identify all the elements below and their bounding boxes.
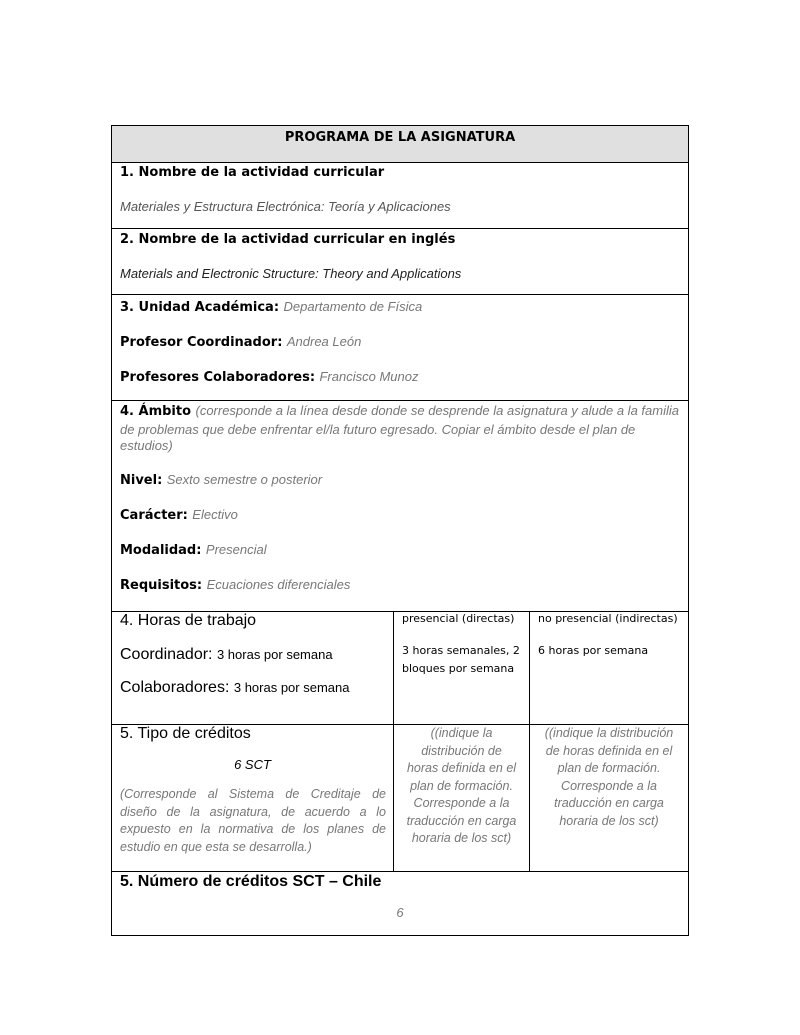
section-english-name-label: 2. Nombre de la actividad curricular en inglés — [120, 232, 456, 247]
section-english-name-value: Materials and Electronic Structure: Theory and Applications — [120, 266, 462, 281]
horas-coordinador-value: 3 horas por semana — [216, 647, 333, 662]
tipo-col3-line: traducción en carga — [554, 796, 664, 810]
tipo-note-line: (Corresponde al Sistema de Creditaje de — [120, 787, 386, 801]
horas-coordinador-line — [120, 646, 333, 664]
tipo-col2 — [393, 725, 529, 871]
section-name-label: 1. Nombre de la actividad curricular — [120, 165, 385, 180]
horas-title: 4. Horas de trabajo — [120, 612, 257, 629]
caracter-value: Electivo — [192, 507, 238, 522]
tipo-note-line: diseño de la asignatura, de acuerdo a lo — [120, 804, 386, 819]
nopresencial-cell — [529, 612, 688, 724]
caracter-label: Carácter: — [120, 508, 188, 523]
tipo-col2-line: horaria de los sct) — [411, 831, 512, 845]
horas-colaboradores-line — [120, 679, 349, 697]
ambito-label: 4. Ámbito — [120, 404, 192, 419]
page-title: PROGRAMA DE LA ASIGNATURA — [284, 130, 516, 145]
section-english-name — [112, 229, 688, 295]
ambito-desc-2: de problemas que debe enfrentar el/la futuro egresado. Copiar el ámbito desde el plan de — [120, 422, 636, 437]
section-horas — [112, 612, 688, 725]
coordinador-label: Profesor Coordinador: — [120, 335, 283, 350]
tipo-note — [120, 786, 386, 856]
modalidad-line — [120, 541, 267, 559]
numero-title: 5. Número de créditos SCT – Chile — [120, 873, 382, 890]
tipo-col2-line: traducción en carga — [406, 813, 517, 828]
nivel-label: Nivel: — [120, 473, 163, 488]
requisitos-label: Requisitos: — [120, 578, 203, 593]
colaboradores-line — [120, 368, 418, 386]
horas-colaboradores-value: 3 horas por semana — [233, 680, 350, 695]
tipo-note-line: expuesto en la normativa de los planes de — [120, 822, 386, 836]
tipo-col3-line: plan de formación. — [557, 761, 661, 775]
tipo-value: 6 SCT — [234, 757, 271, 772]
colaboradores-value: Francisco Munoz — [319, 369, 419, 384]
tipo-col2-line: distribución de — [421, 743, 502, 758]
requisitos-line — [120, 576, 350, 594]
section-tipo-creditos — [112, 725, 688, 872]
presencial-cell — [393, 612, 529, 724]
tipo-col2-line: horas definida en el — [406, 761, 517, 775]
ambito-desc-1: (corresponde a la línea desde donde se desprende la asignatura y alude a la familia — [195, 403, 679, 418]
colaboradores-label: Profesores Colaboradores: — [120, 370, 316, 385]
tipo-col3-line: de horas definida en el — [545, 743, 673, 758]
tipo-col2-line: plan de formación. — [410, 778, 513, 793]
section-unidad — [112, 295, 688, 401]
tipo-col3 — [529, 725, 688, 871]
presencial-value-1: 3 horas semanales, 2 — [402, 644, 520, 657]
unidad-label: 3. Unidad Académica: — [120, 300, 280, 315]
nivel-value: Sexto semestre o posterior — [166, 472, 323, 487]
tipo-col3-line: ((indique la distribución — [544, 726, 674, 740]
modalidad-value: Presencial — [205, 542, 267, 557]
coordinador-value: Andrea León — [286, 334, 362, 349]
numero-value: 6 — [396, 905, 404, 920]
horas-colaboradores-label: Colaboradores: — [120, 679, 230, 696]
section-name — [112, 162, 688, 229]
nopresencial-header: no presencial (indirectas) — [538, 612, 678, 625]
presencial-value-2: bloques por semana — [402, 662, 515, 675]
section-ambito — [112, 401, 688, 612]
section-numero-creditos — [112, 872, 688, 935]
tipo-col2-line: Corresponde a la — [413, 796, 510, 810]
nivel-line — [120, 471, 322, 489]
section-name-value: Materiales y Estructura Electrónica: Teoría y Aplicaciones — [120, 199, 451, 214]
tipo-title: 5. Tipo de créditos — [120, 725, 251, 742]
horas-coordinador-label: Coordinador: — [120, 646, 213, 663]
ambito-line-1 — [120, 402, 679, 420]
ambito-desc-3: estudios) — [120, 438, 173, 453]
caracter-line — [120, 506, 238, 524]
presencial-header: presencial (directas) — [402, 612, 515, 625]
requisitos-value: Ecuaciones diferenciales — [206, 577, 351, 592]
table-header — [112, 126, 688, 163]
tipo-col3-line: Corresponde a la — [561, 778, 657, 793]
unidad-value: Departamento de Física — [283, 299, 423, 314]
tipo-col2-line: ((indique la — [430, 726, 493, 740]
modalidad-label: Modalidad: — [120, 543, 202, 558]
nopresencial-value: 6 horas por semana — [538, 644, 649, 657]
course-program-table — [111, 125, 689, 936]
coordinador-line — [120, 333, 361, 351]
unidad-line — [120, 298, 422, 316]
tipo-col3-line: horaria de los sct) — [559, 813, 659, 828]
tipo-note-line: estudio en que esta se desarrolla.) — [120, 839, 312, 854]
